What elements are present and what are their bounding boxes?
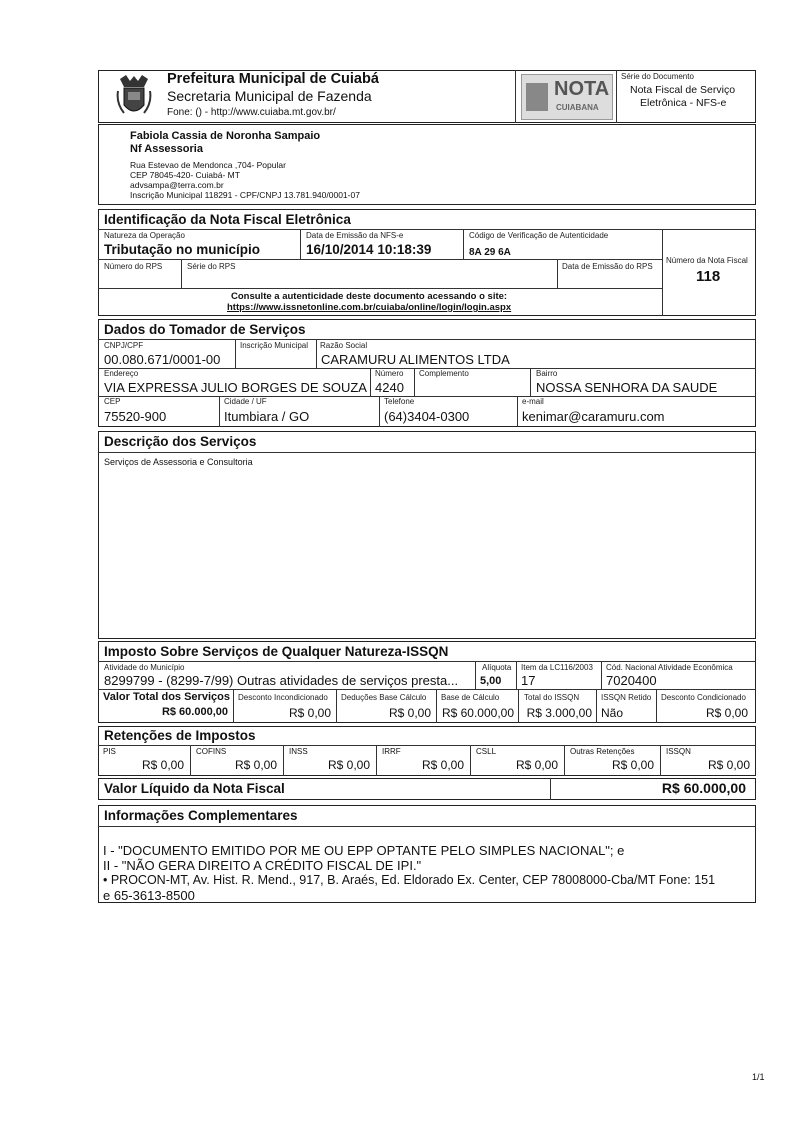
prestador-nome: Fabiola Cassia de Noronha Sampaio	[130, 130, 321, 142]
valor-total-label: Valor Total dos Serviços	[103, 691, 230, 703]
retencao-value: R$ 0,00	[611, 758, 654, 772]
cidade-value: Itumbiara / GO	[224, 409, 310, 424]
descricao-text: Serviços de Assessoria e Consultoria	[104, 457, 253, 467]
codigo-verificacao-label: Código de Verificação de Autenticidade	[469, 231, 609, 240]
prestador-email: advsampa@terra.com.br	[130, 180, 224, 190]
liquido-label: Valor Líquido da Nota Fiscal	[104, 781, 285, 796]
item-lc-label: Item da LC116/2003	[521, 663, 593, 672]
issqn-title: Imposto Sobre Serviços de Qualquer Natureza-ISSQN	[104, 644, 449, 659]
liquido-value: R$ 60.000,00	[661, 780, 746, 796]
atividade-value: 8299799 - (8299-7/99) Outras atividades de serviços presta...	[104, 673, 459, 688]
page-number: 1/1	[752, 1072, 765, 1082]
issqn-retido-value: Não	[601, 706, 624, 720]
tomador-title: Dados do Tomador de Serviços	[104, 322, 306, 337]
cep-value: 75520-900	[104, 409, 167, 424]
telefone-label: Telefone	[384, 397, 415, 406]
secretaria-name: Secretaria Municipal de Fazenda	[167, 88, 372, 104]
prefeitura-name: Prefeitura Municipal de Cuiabá	[167, 71, 379, 87]
cidade-label: Cidade / UF	[224, 397, 267, 406]
cod-nacional-label: Cód. Nacional Atividade Econômica	[606, 663, 733, 672]
aliquota-value: 5,00	[480, 675, 502, 687]
autenticidade-link[interactable]: https://www.issnetonline.com.br/cuiaba/online/login/login.aspx	[227, 302, 512, 313]
numero-nota-value: 118	[696, 268, 721, 285]
desconto-cond-label: Desconto Condicionado	[661, 693, 746, 702]
retencao-label: INSS	[289, 747, 308, 756]
retencao-cell	[283, 745, 376, 776]
retencao-label: ISSQN	[666, 747, 691, 756]
cnpj-value: 00.080.671/0001-00	[104, 352, 221, 367]
data-emissao-value: 16/10/2014 10:18:39	[306, 242, 432, 257]
prestador-inscricao: Inscrição Municipal 118291 - CPF/CNPJ 13.781.940/0001-07	[130, 190, 360, 200]
natureza-label: Natureza da Operação	[104, 231, 185, 240]
issqn-retido-label: ISSQN Retido	[601, 693, 652, 702]
desconto-incond-label: Desconto Incondicionado	[238, 693, 328, 702]
inscricao-label: Inscrição Municipal	[240, 341, 309, 350]
retencao-cell	[564, 745, 660, 776]
deducoes-value: R$ 0,00	[388, 706, 431, 720]
total-issqn-value: R$ 3.000,00	[526, 706, 592, 720]
serie-line2: Eletrônica - NFS-e	[640, 97, 727, 109]
razao-label: Razão Social	[320, 341, 368, 350]
cnpj-label: CNPJ/CPF	[104, 341, 144, 350]
retencao-cell	[660, 745, 756, 776]
endereco-value: VIA EXPRESSA JULIO BORGES DE SOUZA	[104, 380, 367, 395]
natureza-value: Tributação no município	[104, 242, 261, 257]
retencao-value: R$ 0,00	[327, 758, 370, 772]
complemento-label: Complemento	[419, 369, 469, 378]
prestador-fantasia: Nf Assessoria	[130, 143, 203, 155]
complementares-line1: I - "DOCUMENTO EMITIDO POR ME OU EPP OPTANTE PELO SIMPLES NACIONAL"; e	[103, 843, 625, 858]
retencao-label: COFINS	[196, 747, 227, 756]
coat-of-arms-icon	[116, 73, 152, 119]
cod-nacional-value: 7020400	[606, 673, 657, 688]
bairro-label: Bairro	[536, 369, 558, 378]
email-label: e-mail	[522, 397, 544, 406]
total-issqn-label: Total do ISSQN	[524, 693, 580, 702]
retencao-cell	[98, 745, 190, 776]
retencao-label: PIS	[103, 747, 116, 756]
header-fone: Fone: () - http://www.cuiaba.mt.gov.br/	[167, 107, 336, 118]
data-emissao-label: Data de Emissão da NFS-e	[306, 231, 404, 240]
retencao-cell	[470, 745, 564, 776]
razao-value: CARAMURU ALIMENTOS LTDA	[321, 352, 510, 367]
retencao-value: R$ 0,00	[707, 758, 750, 772]
serie-label: Série do Documento	[621, 72, 694, 81]
email-value: kenimar@caramuru.com	[522, 409, 665, 424]
bairro-value: NOSSA SENHORA DA SAUDE	[536, 380, 718, 395]
serie-line1: Nota Fiscal de Serviço	[630, 84, 736, 96]
nota-cuiabana-logo: NOTA CUIABANA	[521, 74, 613, 120]
complementares-line4: e 65-3613-8500	[103, 888, 195, 903]
retencoes-title: Retenções de Impostos	[104, 728, 256, 743]
atividade-label: Atividade do Município	[104, 663, 185, 672]
deducoes-label: Deduções Base Cálculo	[341, 693, 427, 702]
codigo-verificacao-value: 8A 29 6A	[469, 247, 511, 258]
consulte-text: Consulte a autenticidade deste documento acessando o site:	[231, 291, 508, 302]
serie-rps-label: Série do RPS	[187, 262, 236, 271]
retencao-cell	[190, 745, 283, 776]
complementares-line3: • PROCON-MT, Av. Hist. R. Mend., 917, B. Araés, Ed. Eldorado Ex. Center, CEP 78008000-Cba/MT Fone: 151	[103, 873, 716, 887]
base-calculo-value: R$ 60.000,00	[441, 706, 514, 720]
data-rps-label: Data de Emissão do RPS	[562, 262, 653, 271]
retencao-value: R$ 0,00	[141, 758, 184, 772]
retencao-label: CSLL	[476, 747, 497, 756]
numero-nota-label: Número da Nota Fiscal	[666, 256, 748, 265]
retencao-cell	[376, 745, 470, 776]
numero-rps-label: Número do RPS	[104, 262, 163, 271]
valor-total-value: R$ 60.000,00	[161, 706, 228, 718]
numero-value: 4240	[375, 380, 404, 395]
retencao-value: R$ 0,00	[515, 758, 558, 772]
telefone-value: (64)3404-0300	[384, 409, 470, 424]
descricao-title: Descrição dos Serviços	[104, 434, 257, 449]
item-lc-value: 17	[521, 673, 536, 688]
complementares-title: Informações Complementares	[104, 808, 298, 823]
numero-label: Número	[375, 369, 404, 378]
prestador-endereco: Rua Estevao de Mendonca ,704- Popular	[130, 160, 286, 170]
retencoes-row	[98, 745, 756, 776]
prestador-cep: CEP 78045-420- Cuiabá- MT	[130, 170, 240, 180]
desconto-incond-value: R$ 0,00	[288, 706, 331, 720]
desconto-cond-value: R$ 0,00	[705, 706, 748, 720]
endereco-label: Endereço	[104, 369, 139, 378]
retencao-label: IRRF	[382, 747, 401, 756]
complementares-line2: II - "NÃO GERA DIREITO A CRÉDITO FISCAL DE IPI."	[103, 858, 422, 873]
retencao-label: Outras Retenções	[570, 747, 635, 756]
identificacao-title: Identificação da Nota Fiscal Eletrônica	[104, 212, 351, 227]
aliquota-label: Alíquota	[482, 663, 512, 672]
retencao-value: R$ 0,00	[421, 758, 464, 772]
cep-label: CEP	[104, 397, 121, 406]
retencao-value: R$ 0,00	[234, 758, 277, 772]
base-calculo-label: Base de Cálculo	[441, 693, 500, 702]
